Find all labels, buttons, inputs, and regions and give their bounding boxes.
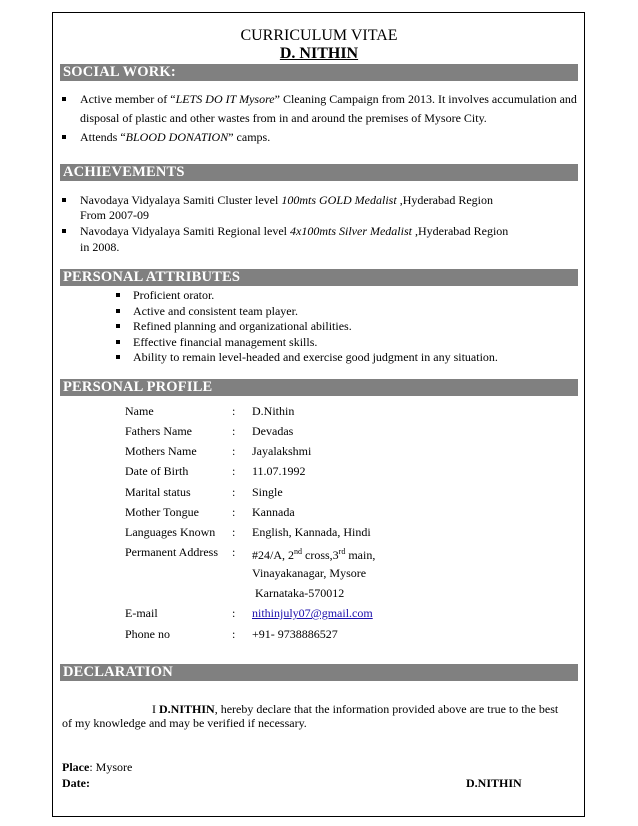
profile-colon: : [232, 505, 236, 519]
profile-colon: : [232, 627, 236, 641]
section-heading-social-work: SOCIAL WORK: [60, 64, 578, 81]
achievement-item-2-line2: in 2008. [80, 240, 120, 254]
profile-label-email: E-mail [125, 606, 158, 620]
profile-label-name: Name [125, 404, 154, 418]
profile-label-marital-status: Marital status [125, 485, 191, 499]
attribute-item: Refined planning and organizational abilities. [133, 319, 352, 333]
social-work-item-1-line2: disposal of plastic and other wastes from in and around the premises of Mysore City. [80, 111, 487, 125]
profile-value-fathers-name: Devadas [252, 424, 294, 438]
section-heading-personal-profile: PERSONAL PROFILE [60, 379, 578, 396]
candidate-name: D. NITHIN [279, 45, 359, 62]
profile-label-fathers-name: Fathers Name [125, 424, 192, 438]
achievement-item-2: Navodaya Vidyalaya Samiti Regional level 4x100mts Silver Medalist ,Hyderabad Region [80, 224, 509, 238]
attribute-item: Proficient orator. [133, 288, 215, 302]
section-heading-achievements: ACHIEVEMENTS [60, 164, 578, 181]
email-link[interactable]: nithinjuly07@gmail.com [252, 606, 373, 620]
signature-name: D.NITHIN [466, 776, 522, 790]
social-work-item-2: Attends “BLOOD DONATION” camps. [80, 130, 271, 144]
profile-label-mother-tongue: Mother Tongue [125, 505, 199, 519]
profile-label-address: Permanent Address [125, 545, 218, 559]
profile-colon: : [232, 424, 236, 438]
date-label: Date: [62, 776, 90, 790]
section-heading-declaration: DECLARATION [60, 664, 578, 681]
attribute-item: Ability to remain level-headed and exercise good judgment in any situation. [133, 350, 498, 364]
bullet [116, 324, 120, 328]
profile-colon: : [232, 464, 236, 478]
profile-colon: : [232, 606, 236, 620]
social-work-item-1: Active member of “LETS DO IT Mysore” Cleaning Campaign from 2013. It involves accumulation and [80, 92, 577, 106]
bullet [116, 355, 120, 359]
profile-colon: : [232, 444, 236, 458]
profile-colon: : [232, 525, 236, 539]
bullet [116, 340, 120, 344]
profile-value-address-line1: #24/A, 2nd cross,3rd main, [252, 547, 376, 562]
bullet [116, 309, 120, 313]
declaration-line2: of my knowledge and may be verified if necessary. [62, 716, 307, 730]
profile-colon: : [232, 485, 236, 499]
profile-value-marital-status: Single [252, 485, 283, 499]
attribute-item: Active and consistent team player. [133, 304, 298, 318]
profile-value-languages: English, Kannada, Hindi [252, 525, 371, 539]
profile-label-dob: Date of Birth [125, 464, 189, 478]
place-line: Place: Mysore [62, 760, 133, 774]
attribute-item: Effective financial management skills. [133, 335, 318, 349]
profile-value-mother-tongue: Kannada [252, 505, 295, 519]
profile-value-phone: +91- 9738886527 [252, 627, 338, 641]
profile-label-languages: Languages Known [125, 525, 216, 539]
profile-colon: : [232, 404, 236, 418]
declaration-line1: I D.NITHIN, hereby declare that the information provided above are true to the best [152, 702, 559, 716]
profile-value-address-line3: Karnataka-570012 [255, 586, 345, 600]
profile-value-dob: 11.07.1992 [252, 464, 306, 478]
profile-label-mothers-name: Mothers Name [125, 444, 197, 458]
document-title: CURRICULUM VITAE [240, 27, 398, 44]
bullet [62, 229, 66, 233]
bullet [62, 198, 66, 202]
bullet [62, 97, 66, 101]
profile-value-address-line2: Vinayakanagar, Mysore [252, 566, 367, 580]
achievement-item-1: Navodaya Vidyalaya Samiti Cluster level 100mts GOLD Medalist ,Hyderabad Region [80, 193, 493, 207]
bullet [116, 293, 120, 297]
section-heading-personal-attributes: PERSONAL ATTRIBUTES [60, 269, 578, 286]
achievement-item-1-line2: From 2007-09 [80, 208, 149, 222]
profile-colon: : [232, 545, 236, 559]
profile-value-mothers-name: Jayalakshmi [252, 444, 312, 458]
profile-label-phone: Phone no [125, 627, 170, 641]
bullet [62, 135, 66, 139]
profile-value-name: D.Nithin [252, 404, 295, 418]
